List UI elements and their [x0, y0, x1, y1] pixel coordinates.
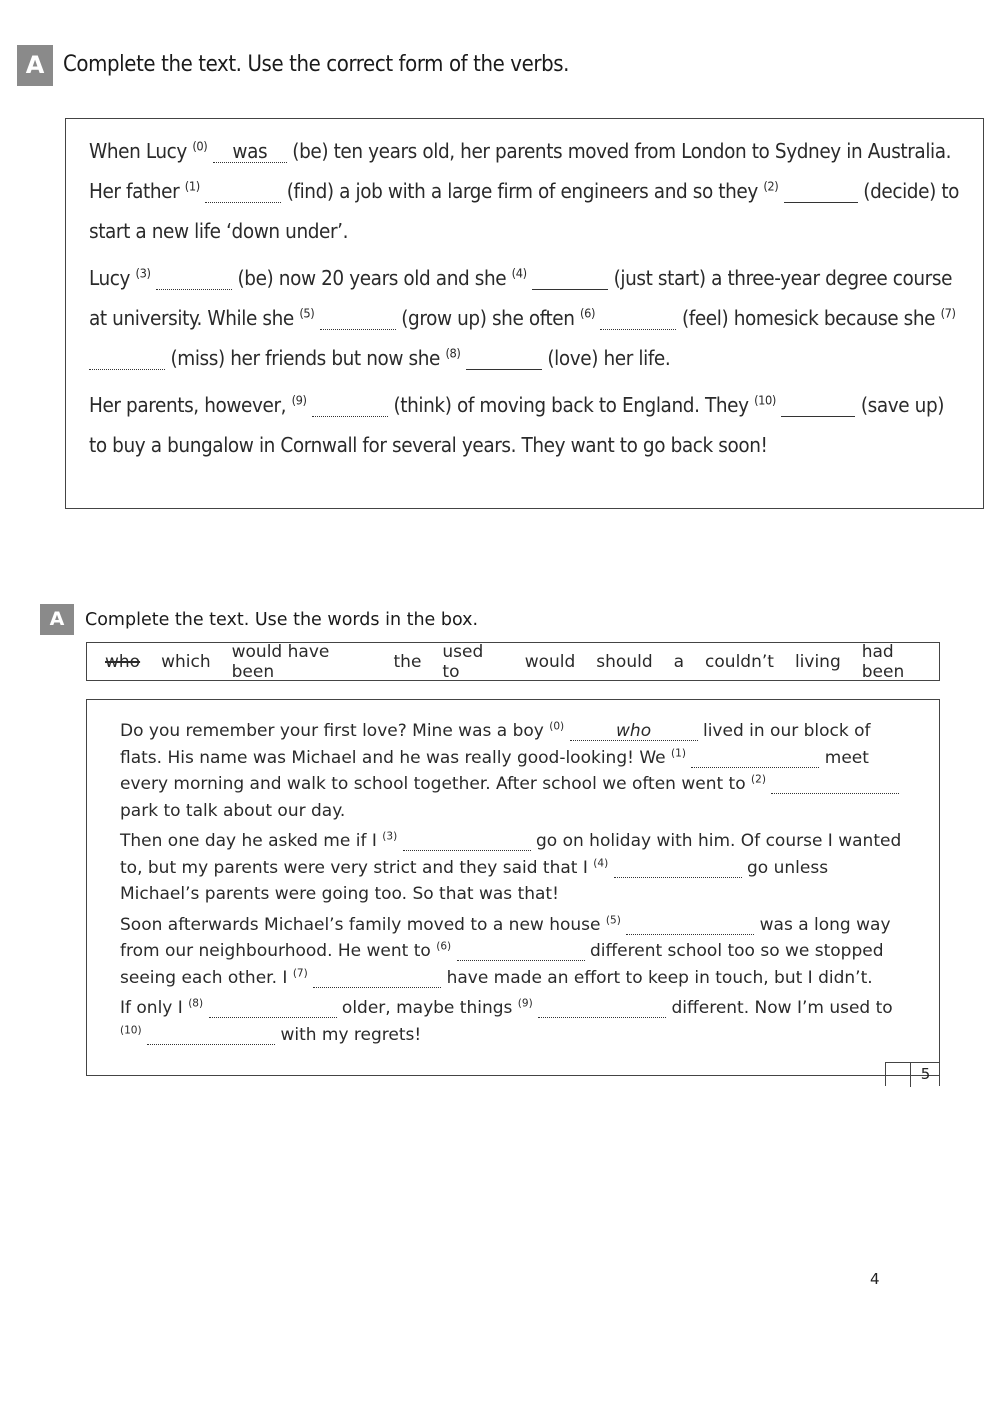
- blank-9[interactable]: [312, 395, 388, 417]
- blank-2[interactable]: [784, 181, 858, 203]
- word-list: [87, 643, 939, 680]
- word-item: couldn’t: [705, 651, 774, 672]
- blank-7[interactable]: [313, 970, 441, 988]
- section1-paragraph-2: Lucy $^{(3)}$ (be) now 20 years old and she $^{(4)}$ (just start) a three-year degree course at university. While she $^{(5)}$ (grow up) she often $^{(6)}$ (feel) homesick because she $^{(7)}$ (miss) her friends but now she $^{(8)}$ (love) her life.: [89, 265, 956, 370]
- blank-10[interactable]: [781, 395, 855, 417]
- section2-text-box: [86, 699, 940, 1076]
- answer-0: was: [232, 139, 268, 163]
- section2-paragraph-3: Soon afterwards Michael’s family moved to a new house $^{(5)}$ was a long way from our neighbourhood. He went to $^{(6)}$ different school too so we stopped seeing each other. I $^{(7)}$ have made an effort to keep in touch, but I didn’t.: [120, 914, 891, 988]
- section1-text: [89, 131, 963, 472]
- word-item: which: [161, 651, 211, 672]
- blank-9[interactable]: [538, 1000, 666, 1018]
- blank-4[interactable]: [532, 268, 608, 290]
- section1-text-box: [65, 118, 984, 509]
- word-item: the: [393, 651, 422, 672]
- blank-3[interactable]: [403, 833, 531, 851]
- answer-0: who: [616, 721, 652, 741]
- word-box: [86, 642, 940, 681]
- word-item: should: [596, 651, 653, 672]
- word-item: would have been: [231, 641, 330, 682]
- word-item: who: [105, 651, 141, 672]
- blank-2[interactable]: [771, 776, 899, 794]
- word-item: had been: [861, 641, 905, 682]
- blank-4[interactable]: [614, 860, 742, 878]
- section1-paragraph-3: Her parents, however, $^{(9)}$ (think) of moving back to England. They $^{(10)}$ (save up) to buy a bungalow in Cornwall for several years. They want to go back soon!: [89, 392, 945, 457]
- blank-8[interactable]: [209, 1000, 337, 1018]
- score-value: 5: [920, 1065, 931, 1083]
- blank-8[interactable]: [466, 348, 542, 370]
- blank-0[interactable]: [213, 141, 287, 163]
- blank-3[interactable]: [156, 268, 232, 290]
- blank-1[interactable]: [205, 181, 281, 203]
- blank-6[interactable]: [600, 308, 676, 330]
- section1-badge: A: [17, 45, 53, 86]
- page-number: 4: [870, 1270, 880, 1288]
- section2-text: [120, 718, 909, 1052]
- section1-instruction: Complete the text. Use the correct form of the verbs.: [63, 52, 570, 77]
- score-tab: [885, 1062, 940, 1086]
- word-item: used to: [442, 641, 484, 682]
- blank-6[interactable]: [457, 943, 585, 961]
- word-item: living: [794, 651, 841, 672]
- blank-5[interactable]: [626, 917, 754, 935]
- section2-paragraph-4: If only I $^{(8)}$ older, maybe things $^{(9)}$ different. Now I’m used to $^{(10)}$ with my regrets!: [120, 997, 893, 1045]
- blank-0[interactable]: [570, 723, 698, 741]
- blank-7[interactable]: [89, 348, 165, 370]
- blank-10[interactable]: [147, 1027, 275, 1045]
- section2-instruction: Complete the text. Use the words in the box.: [85, 610, 479, 630]
- blank-1[interactable]: [691, 750, 819, 768]
- blank-5[interactable]: [320, 308, 396, 330]
- word-item: a: [673, 651, 685, 672]
- section2-paragraph-2: Then one day he asked me if I $^{(3)}$ go on holiday with him. Of course I wanted to, but my parents were very strict and they said that I $^{(4)}$ go unless Michael’s parents were going too. So that was that!: [120, 830, 902, 904]
- section1-paragraph-1: When Lucy $^{(0)}$ was (be) ten years old, her parents moved from London to Sydney in Australia. Her father $^{(1)}$ (find) a job with a large firm of engineers and so they $^{(2)}$ (decide) to start a new life ‘down under’.: [89, 138, 960, 243]
- word-item: would: [524, 651, 576, 672]
- section2-paragraph-1: Do you remember your first love? Mine was a boy $^{(0)}$ who lived in our block of flats. His name was Michael and he was really good-looking! We $^{(1)}$ meet every morning and walk to school together. After school we often went to $^{(2)}$ park to talk about our day.: [120, 718, 909, 824]
- section2-badge: A: [40, 604, 74, 635]
